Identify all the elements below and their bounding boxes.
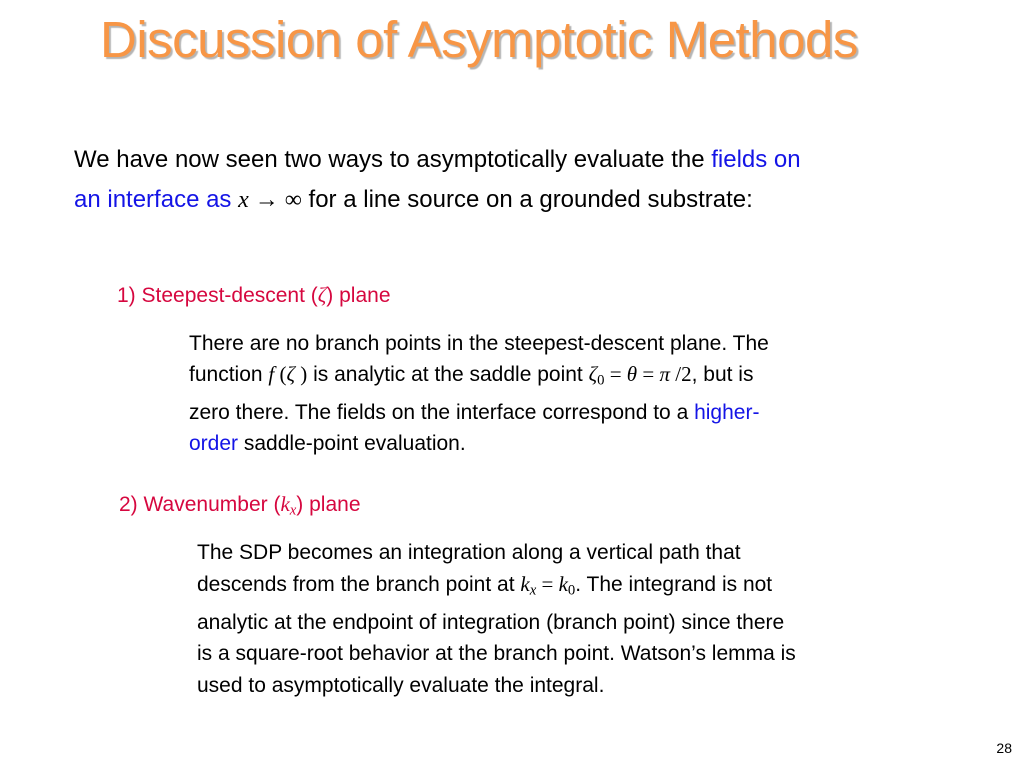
fields-link: fields on xyxy=(711,146,801,173)
saddle-eq-2: = xyxy=(637,362,660,386)
s2-line-5: used to asymptotically evaluate the integral. xyxy=(197,673,605,697)
func-zeta: ζ xyxy=(286,362,295,386)
section-2-paragraph xyxy=(197,537,957,701)
eq-k: k xyxy=(520,571,530,596)
intro-paragraph xyxy=(74,140,954,220)
saddle-pi: π xyxy=(659,362,670,386)
kx-sub: x xyxy=(289,502,297,519)
var-x: x xyxy=(238,187,249,213)
s1-line-2-a: function xyxy=(189,363,269,386)
section-2-heading-suffix: ) plane xyxy=(296,493,361,516)
saddle-eq-1: = xyxy=(604,362,627,386)
order-link: order xyxy=(189,431,239,455)
limit-arrow: → ∞ xyxy=(248,187,302,213)
saddle-sub: 0 xyxy=(597,372,605,389)
func-f: f xyxy=(268,362,275,386)
s2-line-2-a: descends from the branch point at xyxy=(197,572,521,596)
section-1-heading xyxy=(117,281,391,310)
func-paren-close: ) xyxy=(295,362,308,386)
eq-k0: k xyxy=(558,571,568,596)
s1-line-3 xyxy=(189,397,949,428)
s1-line-2 xyxy=(189,359,949,397)
kx-k: k xyxy=(280,492,290,516)
s1-line-1: There are no branch points in the steepest-descent plane. The xyxy=(189,332,769,355)
s2-line-2 xyxy=(197,569,957,607)
eq-sub-0: 0 xyxy=(567,582,576,599)
section-2-heading xyxy=(119,490,361,525)
intro-line-1 xyxy=(74,140,954,180)
saddle-theta: θ xyxy=(626,362,638,386)
s1-line-2-c: , but is xyxy=(691,363,754,386)
s1-line-2-b: is analytic at the saddle point xyxy=(307,363,589,386)
s2-line-1: The SDP becomes an integration along a vertical path that xyxy=(197,541,741,564)
s1-line-4-b: saddle-point evaluation. xyxy=(238,431,466,455)
saddle-div: /2 xyxy=(670,362,692,386)
s1-line-4 xyxy=(189,428,949,459)
s2-line-2-b: . The integrand is not xyxy=(575,572,773,596)
s2-line-4: is a square-root behavior at the branch point. Watson’s lemma is xyxy=(197,642,796,666)
section-2-heading-prefix: 2) Wavenumber ( xyxy=(119,493,281,516)
section-1-heading-prefix: 1) Steepest-descent ( xyxy=(117,284,318,307)
s1-line-3-a: zero there. The fields on the interface correspond to a xyxy=(189,400,695,424)
slide-title: Discussion of Asymptotic Methods xyxy=(100,11,858,68)
section-1-heading-suffix: ) plane xyxy=(326,284,391,307)
zeta-symbol: ζ xyxy=(317,283,327,307)
page-number: 28 xyxy=(996,740,1012,756)
saddle-zeta: ζ xyxy=(588,362,598,386)
eq-equals: = xyxy=(536,571,559,596)
s2-line-3: analytic at the endpoint of integration (branch point) since there xyxy=(197,610,785,634)
interface-link: an interface as xyxy=(74,186,239,213)
eq-sub-x: x xyxy=(529,582,537,599)
intro-text-b: for a line source on a grounded substrate: xyxy=(301,186,753,213)
higher-link: higher- xyxy=(694,400,760,424)
intro-line-2 xyxy=(74,180,954,220)
func-paren-open: ( xyxy=(274,362,287,386)
intro-text-a: We have now seen two ways to asymptotically evaluate the xyxy=(74,146,712,173)
section-1-paragraph xyxy=(189,328,949,459)
